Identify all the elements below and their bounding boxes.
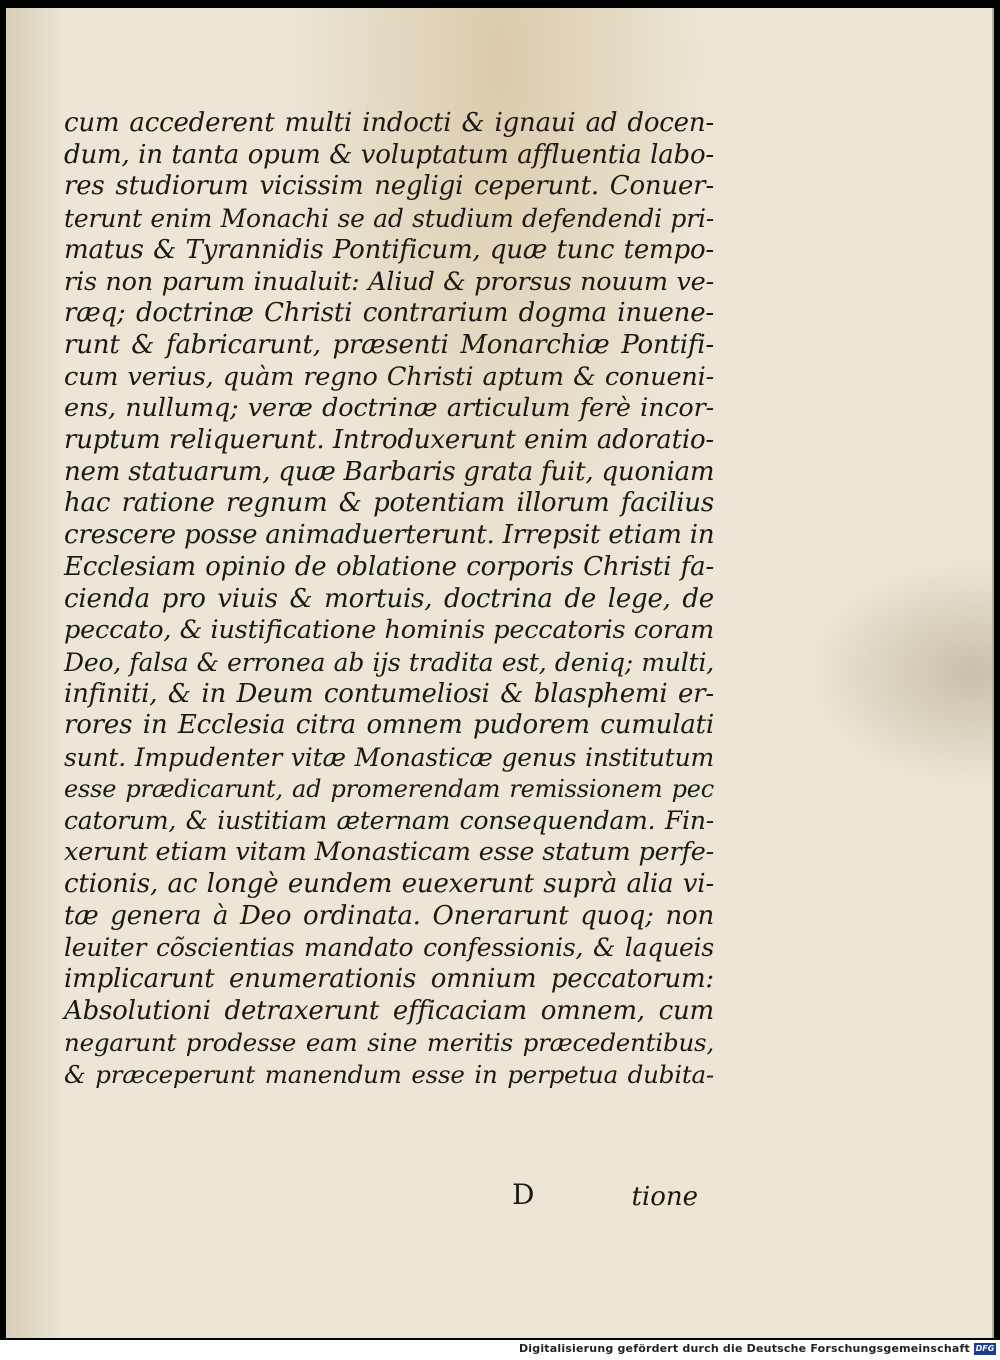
text-line: Deo, falsa & erronea ab ijs tradita est, deniq; multi, bbox=[64, 647, 714, 677]
text-line: negarunt prodesse eam sine meritis præcedentibus, bbox=[64, 1028, 714, 1058]
text-line: leuiter cõscientias mandato confessionis, & laqueis bbox=[64, 933, 714, 963]
text-line: ruptum reliquerunt. Introduxerunt enim adoratio- bbox=[64, 425, 714, 456]
text-line: & præceperunt manendum esse in perpetua dubita- bbox=[64, 1060, 714, 1090]
text-line: catorum, & iustitiam æternam consequendam. Fin- bbox=[64, 806, 714, 836]
text-line: matus & Tyrannidis Pontificum, quæ tunc tempo- bbox=[64, 234, 714, 265]
text-line: crescere posse animaduerterunt. Irrepsit etiam in bbox=[64, 520, 715, 551]
text-line: terunt enim Monachi se ad studium defendendi pri- bbox=[64, 204, 714, 234]
text-line: cum accederent multi indocti & ignaui ad docen- bbox=[64, 108, 714, 138]
text-line: xerunt etiam vitam Monasticam esse statum perfe- bbox=[64, 837, 714, 868]
text-line: dum, in tanta opum & voluptatum affluentia labo- bbox=[64, 139, 714, 170]
text-line: Absolutioni detraxerunt efficaciam omnem, cum bbox=[64, 995, 714, 1026]
text-line: ctionis, ac longè eundem euexerunt suprà alia vi- bbox=[64, 868, 714, 899]
text-line: peccato, & iustificatione hominis peccatoris coram bbox=[64, 615, 714, 646]
text-line: infiniti, & in Deum contumeliosi & blasphemi er- bbox=[64, 678, 714, 709]
signature-mark: D bbox=[512, 1178, 535, 1211]
text-line: implicarunt enumerationis omnium peccatorum: bbox=[64, 963, 714, 994]
text-line: Ecclesiam opinio de oblatione corporis Christi fa- bbox=[64, 551, 714, 582]
dfg-logo-icon: DFG bbox=[975, 1344, 995, 1353]
credit-bar bbox=[0, 1340, 1000, 1360]
book-page bbox=[6, 8, 994, 1338]
text-line: cum verius, quàm regno Christi aptum & conueni- bbox=[64, 361, 714, 392]
text-line: hac ratione regnum & potentiam illorum facilius bbox=[64, 488, 714, 519]
text-line: cienda pro viuis & mortuis, doctrina de lege, de bbox=[64, 583, 714, 614]
text-line: ris non parum inualuit: Aliud & prorsus nouum ve- bbox=[64, 266, 714, 297]
catchword: tione bbox=[631, 1182, 698, 1212]
text-line: tæ genera à Deo ordinata. Onerarunt quoq; non bbox=[64, 900, 714, 931]
text-line: ens, nullumq; veræ doctrinæ articulum ferè incor- bbox=[64, 393, 714, 424]
text-line: rores in Ecclesia citra omnem pudorem cumulati bbox=[64, 710, 714, 741]
funding-credit: Digitalisierung gefördert durch die Deutsche Forschungsgemeinschaft bbox=[518, 1342, 970, 1355]
page-footer bbox=[64, 1174, 714, 1210]
body-text bbox=[64, 108, 714, 1091]
text-line: nem statuarum, quæ Barbaris grata fuit, quoniam bbox=[64, 456, 715, 487]
text-line: sunt. Impudenter vitæ Monasticæ genus institutum bbox=[64, 743, 714, 773]
text-line: res studiorum vicissim negligi ceperunt. Conuer- bbox=[64, 171, 714, 202]
text-line: runt & fabricarunt, præsenti Monarchiæ Pontifi- bbox=[64, 329, 714, 360]
text-line: esse prædicarunt, ad promerendam remissionem pec bbox=[64, 774, 714, 803]
text-line: ræq; doctrinæ Christi contrarium dogma inuene- bbox=[64, 298, 714, 329]
